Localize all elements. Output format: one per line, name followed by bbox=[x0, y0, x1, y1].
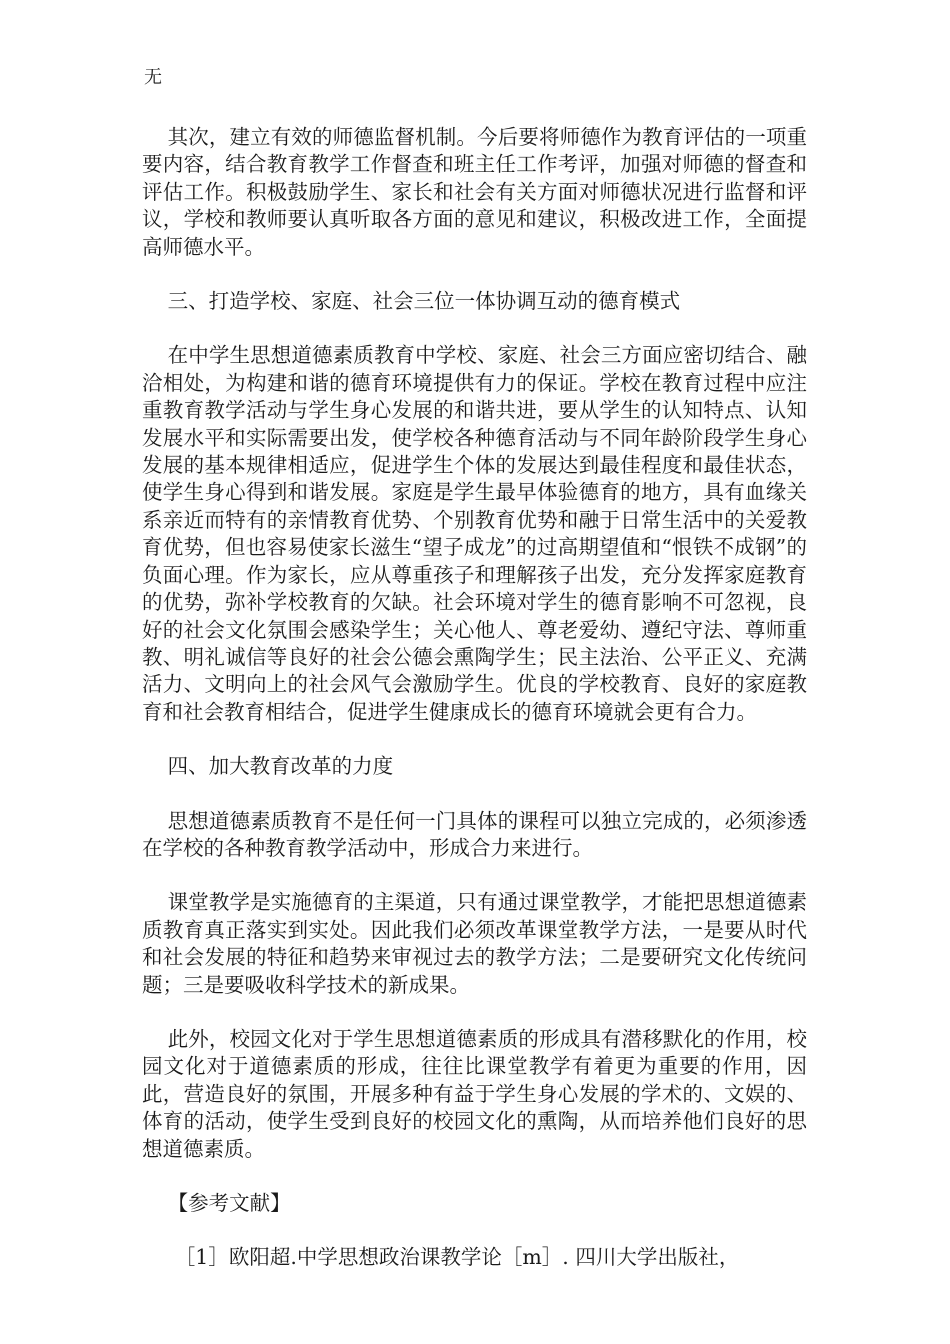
paragraph-moral-education-integration: 思想道德素质教育不是任何一门具体的课程可以独立完成的，必须渗透在学校的各种教育教学活动中，形成合力来进行。 bbox=[142, 808, 807, 860]
paragraph-campus-culture: 此外，校园文化对于学生思想道德素质的形成具有潜移默化的作用，校园文化对于道德素质的形成，往往比课堂教学有着更为重要的作用，因此，营造良好的氛围，开展多种有益于学生身心发展的学术的、文娱的、体育的活动，使学生受到良好的校园文化的熏陶，从而培养他们良好的思想道德素质。 bbox=[142, 1026, 807, 1161]
reference-item-1: ［1］欧阳超.中学思想政治课教学论［m］. 四川大学出版社， bbox=[174, 1245, 740, 1270]
section-heading-three: 三、打造学校、家庭、社会三位一体协调互动的德育模式 bbox=[167, 289, 681, 314]
document-body bbox=[142, 124, 807, 1272]
paragraph-teacher-ethics-supervision: 其次，建立有效的师德监督机制。今后要将师德作为教育评估的一项重要内容，结合教育教学工作督查和班主任工作考评，加强对师德的督查和评估工作。积极鼓励学生、家长和社会有关方面对师德状况进行监督和评议，学校和教师要认真听取各方面的意见和建议，积极改进工作，全面提高师德水平。 bbox=[142, 125, 807, 259]
section-heading-four: 四、加大教育改革的力度 bbox=[167, 754, 394, 779]
references-heading: 【参考文献】 bbox=[167, 1191, 291, 1215]
page-header-mark: 无 bbox=[144, 67, 162, 88]
paragraph-classroom-teaching: 课堂教学是实施德育的主渠道，只有通过课堂教学，才能把思想道德素质教育真正落实到实处。因此我们必须改革课堂教学方法，一是要从时代和社会发展的特征和趋势来审视过去的教学方法；二是要研究文化传统问题；三是要吸收科学技术的新成果。 bbox=[142, 890, 807, 997]
paragraph-school-family-society: 在中学生思想道德素质教育中学校、家庭、社会三方面应密切结合、融洽相处，为构建和谐的德育环境提供有力的保证。学校在教育过程中应注重教育教学活动与学生身心发展的和谐共进，要从学生的认知特点、认知发展水平和实际需要出发，使学校各种德育活动与不同年龄阶段学生身心发展的基本规律相适应，促进学生个体的发展达到最佳程度和最佳状态，使学生身心得到和谐发展。家庭是学生最早体验德育的地方，具有血缘关系亲近而特有的亲情教育优势、个别教育优势和融于日常生活中的关爱教育优势，但也容易使家长滋生“望子成龙”的过高期望值和“恨铁不成钢”的负面心理。作为家长，应从尊重孩子和理解孩子出发，充分发挥家庭教育的优势，弥补学校教育的欠缺。社会环境对学生的德育影响不可忽视，良好的社会文化氛围会感染学生；关心他人、尊老爱幼、遵纪守法、尊师重教、明礼诚信等良好的社会公德会熏陶学生；民主法治、公平正义、充满活力、文明向上的社会风气会激励学生。优良的学校教育、良好的家庭教育和社会教育相结合，促进学生健康成长的德育环境就会更有合力。 bbox=[142, 343, 807, 724]
